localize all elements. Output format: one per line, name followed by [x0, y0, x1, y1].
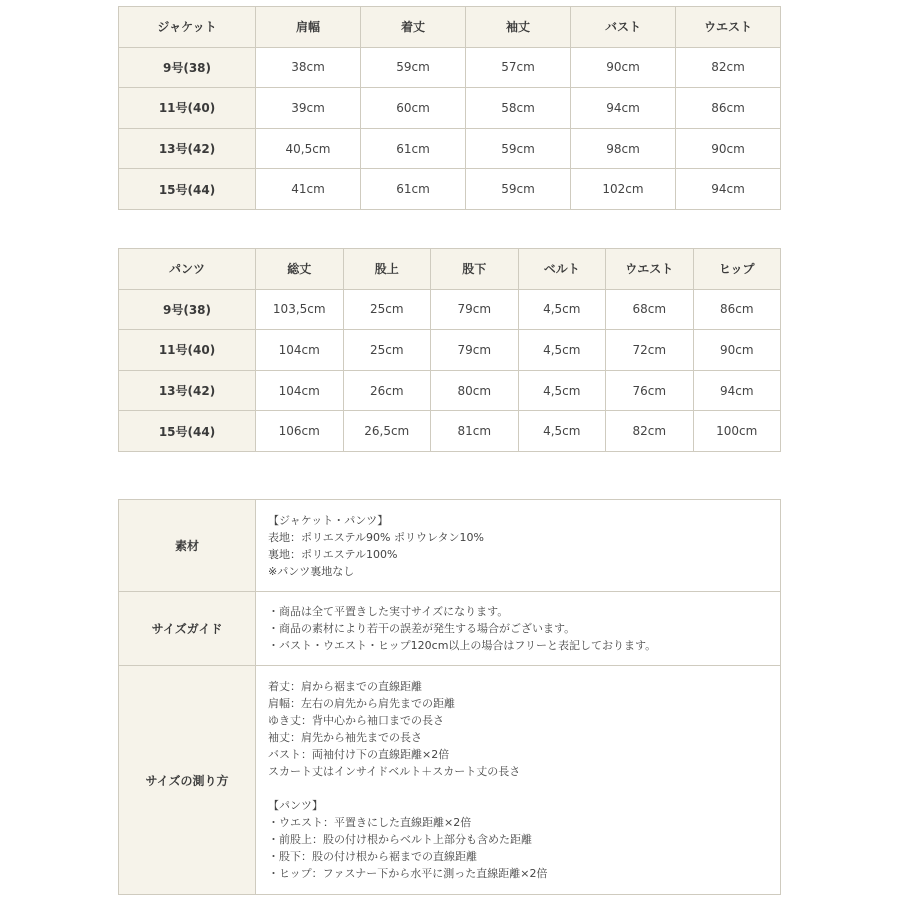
measurement-line: ・ヒップ：ファスナー下から水平に測った直線距離×2倍 — [268, 867, 548, 880]
row-size-label: 13号(42) — [119, 370, 256, 411]
column-header: ヒップ — [693, 249, 781, 290]
product-info-table — [118, 499, 781, 895]
size-guide-line: ・バスト・ウエスト・ヒップ120cm以上の場合はフリーと表記しております。 — [268, 639, 657, 652]
row-size-label: 11号(40) — [119, 330, 256, 371]
table-cell: 26,5cm — [343, 411, 431, 452]
measurement-content — [256, 666, 781, 895]
table-row — [119, 47, 781, 88]
table-cell: 79cm — [431, 289, 519, 330]
table-row — [119, 289, 781, 330]
table-row — [119, 88, 781, 129]
measurement-line: ・股下：股の付け根から裾までの直線距離 — [268, 850, 477, 863]
row-size-label: 11号(40) — [119, 88, 256, 129]
measurement-row — [119, 666, 781, 895]
measurement-line: 【パンツ】 — [268, 799, 323, 812]
material-content — [256, 500, 781, 592]
row-size-label: 9号(38) — [119, 289, 256, 330]
table-cell: 60cm — [361, 88, 466, 129]
measurement-line: 袖丈：肩先から袖先までの長さ — [268, 731, 422, 744]
table-cell: 90cm — [676, 128, 781, 169]
measurement-line: スカート丈はインサイドベルト＋スカート丈の長さ — [268, 765, 521, 778]
table-row — [119, 330, 781, 371]
table-cell: 104cm — [256, 330, 344, 371]
table-cell: 103,5cm — [256, 289, 344, 330]
column-header: 袖丈 — [466, 7, 571, 48]
measurement-line: バスト：両袖付け下の直線距離×2倍 — [268, 748, 450, 761]
measurement-line: ゆき丈：背中心から袖口までの長さ — [268, 714, 444, 727]
table-cell: 82cm — [676, 47, 781, 88]
column-header: ウエスト — [676, 7, 781, 48]
column-header: 股上 — [343, 249, 431, 290]
material-line: 表地：ポリエステル90% ポリウレタン10% — [268, 530, 484, 544]
size-guide-line: ・商品の素材により若干の誤差が発生する場合がございます。 — [268, 622, 576, 635]
column-header: 着丈 — [361, 7, 466, 48]
pants-size-table — [118, 248, 781, 452]
size-guide-line: ・商品は全て平置きした実寸サイズになります。 — [268, 605, 509, 618]
table-cell: 94cm — [676, 169, 781, 210]
column-header: ジャケット — [119, 7, 256, 48]
table-cell: 68cm — [606, 289, 694, 330]
table-cell: 90cm — [571, 47, 676, 88]
row-size-label: 9号(38) — [119, 47, 256, 88]
table-cell: 38cm — [256, 47, 361, 88]
table-cell: 61cm — [361, 128, 466, 169]
table-cell: 72cm — [606, 330, 694, 371]
material-label: 素材 — [119, 500, 256, 592]
table-cell: 58cm — [466, 88, 571, 129]
table-cell: 61cm — [361, 169, 466, 210]
table-cell: 106cm — [256, 411, 344, 452]
table-cell: 79cm — [431, 330, 519, 371]
measurement-line: 着丈：肩から裾までの直線距離 — [268, 680, 422, 693]
table-cell: 25cm — [343, 289, 431, 330]
table-cell: 100cm — [693, 411, 781, 452]
table-cell: 98cm — [571, 128, 676, 169]
table-cell: 59cm — [466, 128, 571, 169]
size-guide-row — [119, 592, 781, 666]
column-header: パンツ — [119, 249, 256, 290]
measurement-line: ・前股上：股の付け根からベルト上部分も含めた距離 — [268, 833, 532, 846]
table-row — [119, 370, 781, 411]
table-cell: 59cm — [361, 47, 466, 88]
table-cell: 90cm — [693, 330, 781, 371]
table-cell: 86cm — [693, 289, 781, 330]
table-cell: 81cm — [431, 411, 519, 452]
column-header: 肩幅 — [256, 7, 361, 48]
table-row — [119, 169, 781, 210]
table-cell: 40,5cm — [256, 128, 361, 169]
table-cell: 102cm — [571, 169, 676, 210]
measurement-line: ・ウエスト：平置きにした直線距離×2倍 — [268, 816, 472, 829]
size-guide-content — [256, 592, 781, 666]
measurement-line: 肩幅：左右の肩先から肩先までの距離 — [268, 697, 455, 710]
column-header: 総丈 — [256, 249, 344, 290]
row-size-label: 15号(44) — [119, 411, 256, 452]
table-cell: 39cm — [256, 88, 361, 129]
row-size-label: 15号(44) — [119, 169, 256, 210]
measurement-spacer — [268, 780, 768, 797]
column-header: ウエスト — [606, 249, 694, 290]
table-cell: 94cm — [571, 88, 676, 129]
material-line: 【ジャケット・パンツ】 — [268, 513, 389, 527]
column-header: バスト — [571, 7, 676, 48]
table-cell: 80cm — [431, 370, 519, 411]
material-row — [119, 500, 781, 592]
table-cell: 82cm — [606, 411, 694, 452]
table-header-row — [119, 249, 781, 290]
table-cell: 25cm — [343, 330, 431, 371]
table-cell: 4,5cm — [518, 289, 606, 330]
row-size-label: 13号(42) — [119, 128, 256, 169]
table-cell: 4,5cm — [518, 330, 606, 371]
table-cell: 104cm — [256, 370, 344, 411]
table-cell: 4,5cm — [518, 411, 606, 452]
measurement-label: サイズの測り方 — [119, 666, 256, 895]
table-cell: 94cm — [693, 370, 781, 411]
table-header-row — [119, 7, 781, 48]
table-cell: 4,5cm — [518, 370, 606, 411]
table-cell: 76cm — [606, 370, 694, 411]
table-cell: 59cm — [466, 169, 571, 210]
table-row — [119, 411, 781, 452]
jacket-size-table — [118, 6, 781, 210]
table-row — [119, 128, 781, 169]
table-cell: 41cm — [256, 169, 361, 210]
column-header: ベルト — [518, 249, 606, 290]
material-line: ※パンツ裏地なし — [268, 564, 355, 578]
material-line: 裏地：ポリエステル100% — [268, 547, 398, 561]
table-cell: 57cm — [466, 47, 571, 88]
table-cell: 86cm — [676, 88, 781, 129]
column-header: 股下 — [431, 249, 519, 290]
table-cell: 26cm — [343, 370, 431, 411]
size-guide-label: サイズガイド — [119, 592, 256, 666]
